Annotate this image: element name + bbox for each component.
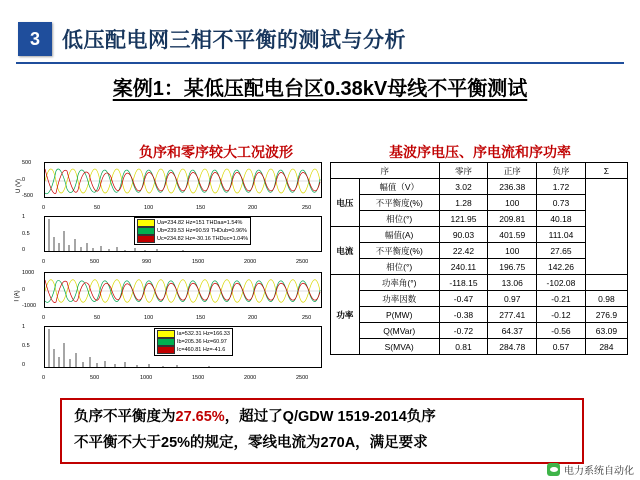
table-group-label: 功率	[331, 275, 360, 355]
table-cell-zero: -0.47	[439, 291, 488, 307]
table-cell-pos: 64.37	[488, 323, 537, 339]
table-header-cell: Σ	[585, 163, 627, 179]
conclusion-note	[60, 398, 584, 464]
table-cell-zero: 1.28	[439, 195, 488, 211]
ytick: 1	[22, 214, 26, 220]
table-cell-zero: 240.11	[439, 259, 488, 275]
table-cell-pos: 284.78	[488, 339, 537, 355]
table-cell-neg: 0.73	[537, 195, 586, 211]
ytick: 500	[22, 160, 32, 166]
xtick: 250	[302, 315, 312, 321]
xtick: 500	[90, 375, 100, 381]
sequence-components-table-wrapper	[330, 162, 628, 355]
table-header-cell: 负序	[537, 163, 586, 179]
xtick: 100	[144, 315, 154, 321]
table-cell-sum	[585, 275, 627, 291]
ytick: 1	[22, 324, 26, 330]
table-cell-pos: 100	[488, 243, 537, 259]
ytick: 0.5	[22, 231, 30, 237]
table-cell-item: 幅值(A)	[359, 227, 439, 243]
table-cell-pos: 209.81	[488, 211, 537, 227]
xtick: 2500	[296, 259, 309, 265]
legend-swatch	[137, 235, 155, 243]
table-cell-item: 不平衡度(%)	[359, 195, 439, 211]
table-cell-neg: -102.08	[537, 275, 586, 291]
table-group-label: 电压	[331, 179, 360, 227]
table-cell-sum: 63.09	[585, 323, 627, 339]
table-row	[331, 179, 628, 195]
table-cell-item: P(MW)	[359, 307, 439, 323]
wechat-icon	[547, 463, 560, 476]
ytick: 0	[22, 362, 26, 368]
page-title: 低压配电网三相不平衡的测试与分析	[62, 29, 406, 52]
xtick: 150	[196, 205, 206, 211]
ytick: 0.5	[22, 343, 30, 349]
table-cell-zero: 121.95	[439, 211, 488, 227]
table-cell-neg: 111.04	[537, 227, 586, 243]
legend-item	[137, 219, 248, 227]
case-title-text: 案例1：某低压配电台区0.38kV母线不平衡测试	[112, 78, 528, 100]
xtick: 200	[248, 315, 258, 321]
ytick: 0	[22, 247, 26, 253]
chart-voltage-spectrum-legend	[134, 217, 251, 245]
chart-current-spectrum	[14, 324, 326, 382]
table-cell-neg: 142.26	[537, 259, 586, 275]
xtick: 990	[142, 259, 152, 265]
xtick: 500	[90, 259, 100, 265]
table-cell-neg: 1.72	[537, 179, 586, 195]
table-cell-pos: 236.38	[488, 179, 537, 195]
table-cell-item: Q(MVar)	[359, 323, 439, 339]
charts-panel	[14, 160, 326, 385]
table-cell-sum: 0.98	[585, 291, 627, 307]
xtick: 2000	[244, 259, 257, 265]
table-cell-zero: 0.81	[439, 339, 488, 355]
table-cell-neg: 27.65	[537, 243, 586, 259]
legend-swatch	[157, 346, 175, 354]
right-section-caption: 基波序电压、序电流和序功率	[389, 144, 571, 160]
legend-item	[137, 227, 248, 235]
slide-header	[0, 22, 640, 64]
table-cell-neg: -0.12	[537, 307, 586, 323]
legend-label: Ua=234.82 Hz=151 THDaa=1.54%	[157, 220, 243, 226]
header-divider	[16, 62, 624, 64]
xtick: 1500	[192, 375, 205, 381]
table-cell-pos: 100	[488, 195, 537, 211]
table-cell-neg: -0.56	[537, 323, 586, 339]
table-cell-pos: 13.06	[488, 275, 537, 291]
table-row	[331, 291, 628, 307]
xtick: 0	[42, 205, 46, 211]
table-row	[331, 195, 628, 211]
chart-current-waveform-ylabel: I (A)	[14, 290, 21, 302]
ytick: 1000	[22, 270, 35, 276]
table-cell-zero: -0.72	[439, 323, 488, 339]
conclusion-note-line-2	[74, 431, 428, 452]
table-cell-zero: 3.02	[439, 179, 488, 195]
xtick: 2500	[296, 375, 309, 381]
legend-swatch	[137, 219, 155, 227]
xtick: 250	[302, 205, 312, 211]
table-cell-item: 相位(°)	[359, 259, 439, 275]
note-text-c: 不平衡不大于25%的规定，零线电流为270A，满足要求	[74, 435, 428, 451]
legend-label: Ic=460.81 Hz=-41.6	[177, 347, 226, 353]
conclusion-note-line-1	[74, 405, 436, 426]
chart-voltage-waveform	[14, 160, 326, 212]
table-header-cell: 正序	[488, 163, 537, 179]
table-cell-zero: -118.15	[439, 275, 488, 291]
left-section-caption: 负序和零序较大工况波形	[139, 144, 293, 160]
xtick: 150	[196, 315, 206, 321]
table-row	[331, 307, 628, 323]
xtick: 2000	[244, 375, 257, 381]
table-cell-pos: 0.97	[488, 291, 537, 307]
chart-voltage-spectrum	[14, 214, 326, 266]
ytick: -1000	[22, 303, 37, 309]
table-cell-neg: 40.18	[537, 211, 586, 227]
xtick: 0	[42, 375, 46, 381]
legend-item	[137, 235, 248, 243]
legend-label: Ia=532.31 Hz=166.33	[177, 331, 230, 337]
table-cell-item: 相位(°)	[359, 211, 439, 227]
legend-swatch	[137, 227, 155, 235]
table-row	[331, 243, 628, 259]
legend-swatch	[157, 338, 175, 346]
xtick: 1000	[140, 375, 153, 381]
footer-label: 电力系统自动化	[564, 466, 634, 477]
table-cell-item: 功率因数	[359, 291, 439, 307]
note-highlight: 27.65%	[175, 409, 225, 425]
sequence-components-table	[330, 162, 628, 355]
table-cell-zero: 22.42	[439, 243, 488, 259]
xtick: 0	[42, 259, 46, 265]
footer-branding	[547, 462, 634, 477]
table-cell-item: S(MVA)	[359, 339, 439, 355]
chart-voltage-waveform-plot	[44, 162, 322, 198]
ytick: 0	[22, 287, 26, 293]
legend-label: Ib=205.36 Hz=60.97	[177, 339, 227, 345]
table-cell-pos: 277.41	[488, 307, 537, 323]
legend-swatch	[157, 330, 175, 338]
table-row	[331, 339, 628, 355]
table-cell-neg: 0.57	[537, 339, 586, 355]
table-cell-sum: 276.9	[585, 307, 627, 323]
xtick: 200	[248, 205, 258, 211]
table-cell-pos: 401.59	[488, 227, 537, 243]
case-title	[0, 72, 640, 101]
chart-current-waveform	[14, 270, 326, 322]
table-cell-item: 不平衡度(%)	[359, 243, 439, 259]
xtick: 50	[94, 205, 101, 211]
table-cell-neg: -0.21	[537, 291, 586, 307]
table-cell-sum: 284	[585, 339, 627, 355]
legend-item	[157, 338, 230, 346]
chart-current-waveform-plot	[44, 272, 322, 308]
table-cell-item: 幅值（V）	[359, 179, 439, 195]
ytick: -500	[22, 193, 34, 199]
note-text-a: 负序不平衡度为	[74, 409, 176, 425]
table-cell-sum-empty	[585, 179, 627, 275]
table-row	[331, 275, 628, 291]
table-header-row	[331, 163, 628, 179]
table-row	[331, 323, 628, 339]
xtick: 100	[144, 205, 154, 211]
legend-label: Uc=234.82 Hz=-30.16 THDuc=1.04%	[157, 236, 249, 242]
table-cell-pos: 196.75	[488, 259, 537, 275]
xtick: 0	[42, 315, 46, 321]
xtick: 50	[94, 315, 101, 321]
table-header-cell: 序	[331, 163, 440, 179]
ytick: 0	[22, 177, 26, 183]
table-cell-zero: 90.03	[439, 227, 488, 243]
legend-label: Ub=239.53 Hz=90.59 THDub=0.96%	[157, 228, 247, 234]
legend-item	[157, 330, 230, 338]
section-number-badge: 3	[18, 22, 52, 56]
note-text-b: ，超过了Q/GDW 1519-2014负序	[224, 409, 436, 425]
table-group-label: 电流	[331, 227, 360, 275]
chart-current-spectrum-legend	[154, 328, 233, 356]
table-header-cell: 零序	[439, 163, 488, 179]
table-row	[331, 211, 628, 227]
xtick: 1500	[192, 259, 205, 265]
table-cell-item: 功率角(°)	[359, 275, 439, 291]
table-row	[331, 227, 628, 243]
legend-item	[157, 346, 230, 354]
table-row	[331, 259, 628, 275]
table-cell-zero: -0.38	[439, 307, 488, 323]
chart-voltage-waveform-ylabel: U (V)	[16, 179, 22, 193]
